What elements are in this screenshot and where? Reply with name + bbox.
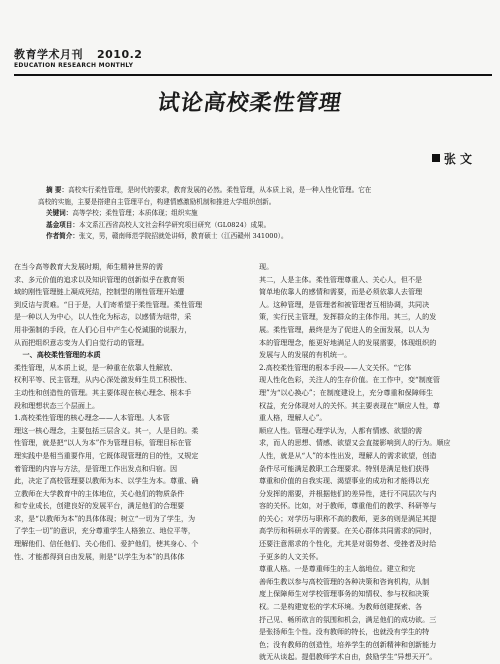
- text-line: 尊重人格。一是尊重师生的主人翁地位。建立和完: [259, 564, 416, 574]
- journal-header: [14, 46, 156, 62]
- text-line: 顺应人性。管理心理学认为，人都有情感、欲望的需: [259, 425, 423, 435]
- text-line: 性管理，就是把“以人为本”作为管理目标，管理目标在管: [14, 438, 192, 448]
- text-line: 发展与人的发展的有机统一。: [259, 350, 352, 360]
- text-line: 尊重和价值的自我实现、渴望事业的成功和才能得以充: [259, 476, 430, 486]
- text-line: 理解他们、信任他们、关心他们、爱护他们，使其身心、个: [14, 539, 199, 549]
- text-line: 着管理的内容与方法，是管理工作出发点和归宿。因: [14, 463, 178, 473]
- text-line: 求，是“以教师为本”的具体体现；树立“一切为了学生，为: [14, 513, 196, 523]
- abstract-label: 摘 要：: [46, 186, 69, 194]
- text-line: 此，决定了高校管理要以教师为本、以学生为本。尊重、确: [14, 476, 199, 486]
- text-line: 主动性和创造性的管理。其主要体现在核心理念、根本手: [14, 387, 192, 397]
- text-line: 域的刚性管理链上凝成死结，控制型的刚性管理开始遭: [14, 287, 185, 297]
- text-line: 还要注意需求的个性化，尤其是对弱势者、受挫者及时给: [259, 539, 437, 549]
- keywords-text: 高等学校；柔性管理；本质体现；组织实施: [72, 209, 198, 218]
- text-line: 现人性化色彩，关注人的生存价值。在工作中，变“制度管: [259, 375, 440, 385]
- author-bio-text: 张文，男，赣南师范学院招就处讲师，教育硕士（江西赣州 341000）。: [78, 232, 288, 241]
- text-line: 权益，充分体现对人的关怀。其主要表现在“顺应人性，尊: [259, 400, 440, 410]
- journal-issue: 2010.2: [97, 48, 143, 61]
- text-line: 了学生一切”的意识，充分尊重学生人格独立、地位平等，: [14, 526, 195, 536]
- text-line: 色；没有教师的创造性，培养学生的创新精神和创新能力: [259, 639, 437, 649]
- text-line: 段和理想状态三个层面上。: [14, 400, 100, 410]
- text-line: 求，而人的思想、情感、欲望又会直接影响到人的行为。顺应: [259, 438, 451, 448]
- text-line: 就无从谈起。提倡教师学术自由，鼓励学生“异想天开”。: [259, 652, 437, 662]
- author-line: [432, 150, 472, 167]
- text-line: 到反诘与责难。“日于是，人们寄希望于柔性管理。柔性管理: [14, 299, 203, 309]
- abstract-cont: 高校的实施，主要是搭建自主管理平台，构建情感激励机制和推进大学组织创新。: [38, 197, 276, 206]
- text-line: 条件尽可能满足教职工合理要求。特别是满足他们获得: [259, 463, 430, 473]
- text-line: 本的管理理念，能更好地满足人的发展需要，体现组织的: [259, 337, 437, 347]
- text-line: 现。: [259, 262, 274, 271]
- fund: [38, 220, 478, 232]
- text-line: 度上保障师生对学校管理事务的知情权、参与权和决策: [259, 589, 430, 599]
- abstract-text-1: 高校实行柔性管理，是时代的要求，教育发展的必然。柔性管理，从本质上说，是一种人性化管理。它在: [68, 186, 372, 194]
- right-column: [259, 261, 484, 664]
- text-line: 分发挥的需要，并根据他们的差异性，进行不同层次与内: [259, 488, 437, 498]
- text-line: 人。这种管理，是管理者和被管理者互相协调，共同决: [259, 299, 430, 309]
- text-line: 予更多的人文关怀。: [259, 551, 323, 561]
- text-line: 立教师在大学教育中的主体地位，关心他们的物质条件: [14, 488, 185, 498]
- text-line: 抒己见、畅所欲言的氛围和机会，满足他们的成功欲。三: [259, 614, 437, 624]
- text-line: 权利平等、民主管理，从内心深处激发师生员工积极性、: [14, 375, 192, 385]
- text-line: 展。柔性管理，最终是为了促进人的全面发展，以人为: [259, 324, 430, 334]
- text-line: 权。二是构建宽松的学术环境。为教师创建探索、各: [259, 602, 423, 612]
- text-line: 理”为“以心换心”；在制度建设上，充分尊重和保障师生: [259, 387, 434, 397]
- fund-text: 本文系江西省高校人文社会科学研究项目研究（GL0824）成果。: [78, 220, 271, 229]
- author-bio-label: 作者简介：: [46, 232, 79, 241]
- text-line: 理这一核心理念，主要包括三层含义。其一，人是目的。柔: [14, 425, 199, 435]
- text-line: 1.高校柔性管理的核心理念——人本管理。人本管: [14, 413, 170, 423]
- text-line: 其二，人是主体。柔性管理尊重人、关心人，但不是: [259, 274, 423, 284]
- text-line: 理实践中是相当重要作用，它既体现管理的目的性，又规定: [14, 450, 199, 460]
- text-line: 2.高校柔性管理的根本手段——人文关怀。“它体: [259, 362, 412, 372]
- text-line: 简单地依靠人的感情和需要，而是必须依靠人去管理: [259, 287, 423, 297]
- keywords: [38, 208, 478, 220]
- text-line: 和专业成长，创建良好的发展平台，满足他们的合理要: [14, 501, 185, 511]
- abstract: [38, 185, 478, 197]
- text-line: 是一种以人为中心，以人性化为标志，以感情为纽带，采: [14, 312, 192, 322]
- text-line: 柔性管理，从本质上说，是一种重在依靠人性解放、: [14, 362, 178, 372]
- text-line: 从而把组织意志变为人们自觉行动的管理。: [14, 337, 149, 347]
- header-rule: [14, 74, 492, 76]
- text-line: 策，实行民主管理，发挥群众的主体作用。其三，人的发: [259, 312, 437, 322]
- article-meta: [38, 185, 478, 243]
- fund-label: 基金项目：: [46, 220, 79, 229]
- text-line: 求、多元价值的追求以及知识管理的创新似乎在教育领: [14, 274, 185, 284]
- author-bio: [38, 231, 478, 243]
- text-line: 高学历和科研水平的需要。在关心群体共同需求的同时，: [259, 526, 437, 536]
- text-line: 性、才能都得到自由发展，则是“以学生为本”的具体体: [14, 551, 185, 561]
- text-line: 在当今高等教育大发展时期，师生精神世界的需: [14, 262, 163, 271]
- journal-name-en: EDUCATION RESEARCH MONTHLY: [14, 62, 134, 69]
- text-line: 人性，就是从“人”的本性出发，理解人的需求欲望，创造: [259, 450, 437, 460]
- section-heading: 一、高校柔性管理的本质: [22, 350, 101, 360]
- text-line: 是张扬师生个性。没有教师的特长，也就没有学生的特: [259, 627, 430, 637]
- text-line: 的关心；对学历与职称不高的教师，更多的则是满足其提: [259, 513, 437, 523]
- text-line: 善师生教以参与高校管理的各种决策和咨询机构，从制: [259, 576, 430, 586]
- text-line: 用非强制的手段，在人们心目中产生心悦诚服的说服力，: [14, 324, 192, 334]
- text-line: 容的关怀。比如，对于教师，尊重他们的教学、科研等与: [259, 501, 437, 511]
- journal-name: 教育学术月刊: [14, 48, 83, 61]
- keywords-label: 关键词：: [46, 209, 73, 218]
- bullet-square-icon: [432, 154, 440, 162]
- left-column: [14, 261, 239, 563]
- article-title: 试论高校柔性管理: [155, 91, 344, 116]
- text-line: 重人格，理解人心”。: [259, 413, 327, 423]
- author-name: 张 文: [443, 152, 472, 166]
